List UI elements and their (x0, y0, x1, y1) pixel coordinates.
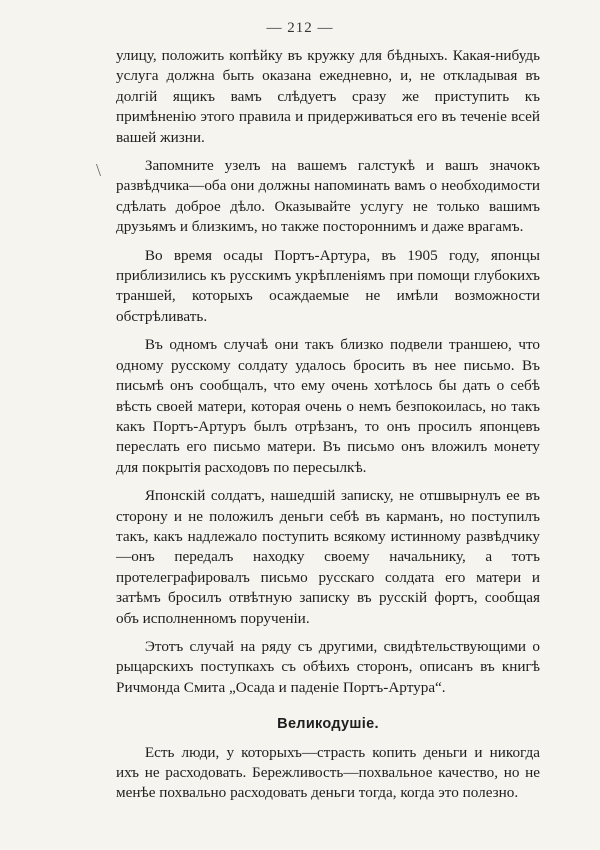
page-number: — 212 — (266, 20, 334, 36)
margin-pencil-mark: \ (96, 160, 102, 180)
paragraph-port-arthur-siege: Во время осады Портъ-Артура, въ 1905 году, японцы приблизились къ русскимъ укрѣпленіямъ при помощи глубокихъ траншей, которыхъ осаждаемые не имѣли возможности обстрѣливать. (116, 246, 540, 325)
paragraph-necktie-knot: Запомните узелъ на вашемъ галстукѣ и вашъ значокъ развѣдчика—оба они должны напоминать вамъ о необходимости сдѣлать доброе дѣло. Оказывайте услугу не только вашимъ друзьямъ и близкимъ, но также постороннимъ и даже врагамъ. (116, 157, 540, 236)
paragraph-continued: улицу, положить копѣйку въ кружку для бѣдныхъ. Какая-нибудь услуга должна быть оказана ежедневно, и, не откладывая въ долгій ящикъ вамъ слѣдуетъ сразу же приступить къ примѣненію этого правила и придерживаться его въ теченіе всей вашей жизни. (116, 47, 540, 146)
paragraph-russian-letter: Въ одномъ случаѣ они такъ близко подвели траншею, что одному русскому солдату удалось бросить въ нее письмо. Въ письмѣ онъ сообщалъ, что ему очень хотѣлось бы дать о себѣ вѣсть своей матери, которая очень о немъ безпокоилась, но такъ какъ Портъ-Артуръ былъ отрѣзанъ, то онъ просилъ японцевъ переслать его письмо матери. Въ письмо онъ вложилъ монету для покрытія расходовъ по пересылкѣ. (116, 336, 540, 476)
paragraph-japanese-soldier: Японскій солдатъ, нашедшій записку, не отшвырнулъ ее въ сторону и не положилъ деньги себѣ въ карманъ, но поступилъ такъ, какъ надлежало поступить всякому истинному развѣдчику—онъ передалъ находку своему начальнику, а тотъ протелеграфировалъ письмо русскаго солдата его матери и затѣмъ бросилъ отвѣтную записку въ русскій фортъ, сообщая объ исполненномъ порученіи. (116, 487, 540, 627)
paragraph-richmond-smith: Этотъ случай на ряду съ другими, свидѣтельствующими о рыцарскихъ поступкахъ съ обѣихъ сторонъ, описанъ въ книгѣ Ричмонда Смита „Осада и паденіе Портъ-Артура“. (116, 637, 540, 696)
section-heading: Великодушіе. (277, 716, 379, 733)
paragraph-generosity: Есть люди, у которыхъ—страсть копить деньги и никогда ихъ не расходовать. Бережливость—похвальное качество, но не менѣе похвально расходовать деньги тогда, когда это полезно. (116, 743, 540, 802)
body-text (116, 46, 540, 812)
